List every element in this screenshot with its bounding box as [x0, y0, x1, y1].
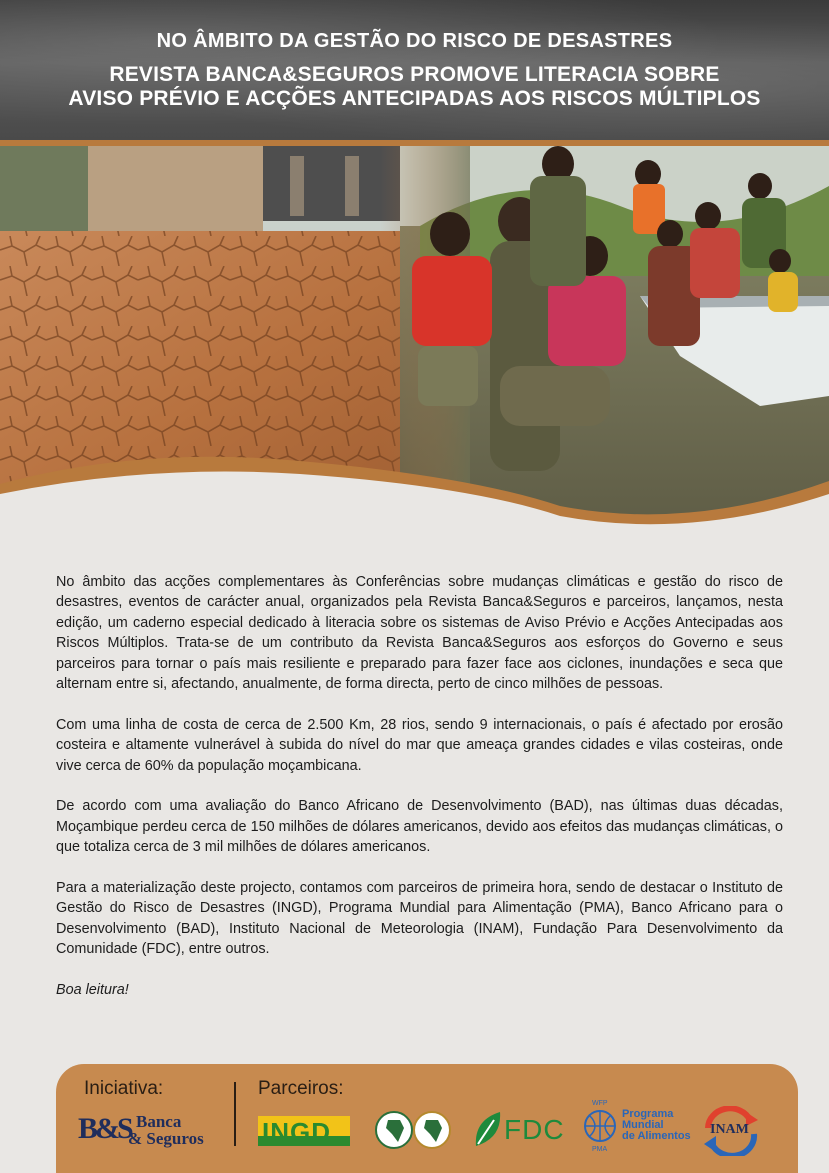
header-kicker: NO ÂMBITO DA GESTÃO DO RISCO DE DESASTRES [156, 30, 673, 52]
pma-line3: de Alimentos [622, 1130, 691, 1142]
header-headline [0, 63, 829, 111]
ingd-wordmark: INGD [262, 1117, 331, 1147]
article-paragraph-2: Com uma linha de costa de cerca de 2.500 Km, 28 rios, sendo 9 internacionais, o país é afectado por erosão costeira e altamente vulnerável à subida do nível do mar que ameaça grandes cidades e vilas costeiras, onde vive cerca de 60% da população moçambicana. [56, 716, 783, 774]
fdc-wordmark: FDC [504, 1114, 565, 1145]
leaf-icon [472, 1110, 502, 1150]
pma-small-label: PMA [592, 1146, 608, 1153]
fdc-logo [472, 1110, 564, 1150]
wfp-label: WFP [592, 1100, 608, 1107]
article-paragraph-3: De acordo com uma avaliação do Banco Africano de Desenvolvimento (BAD), nas últimas duas décadas, Moçambique perdeu cerca de 150 milhões de dólares americanos, devido aos efeitos das mudanças climáticas, o que totaliza cerca de 3 mil milhões de dólares americanos. [56, 798, 783, 856]
article-paragraph-1: No âmbito das acções complementares às Conferências sobre mudanças climáticas e gestão do risco de desastres, eventos de carácter anual, organizados pela Revista Banca&Seguros e parceiros, lançamos, nesta edição, um caderno especial dedicado à literacia sobre os sistemas de Aviso Prévio e Acções Antecipadas aos Riscos Múltiplos. Trata-se de um contributo da Revista Banca&Seguros aos esforços do Governo e seus parceiros para tornar o país mais resiliente e preparado para fazer face aos ciclones, inundações e seca que alternam entre si, afectando, anualmente, de forma directa, perto de cinco milhões de pessoas. [56, 574, 783, 693]
initiative-label: Iniciativa: [84, 1078, 164, 1099]
globe-wreath-icon [582, 1108, 618, 1144]
headline-line-1: REVISTA BANCA&SEGUROS PROMOVE LITERACIA SOBRE [109, 63, 720, 86]
wfp-pma-logo [580, 1100, 700, 1160]
inam-logo [700, 1106, 762, 1156]
inam-wordmark: INAM [710, 1122, 749, 1137]
bs-line2: & Seguros [128, 1129, 204, 1148]
pma-line2: Mundial [622, 1119, 664, 1131]
partners-footer [56, 1064, 798, 1173]
hero-photo-illustration [0, 146, 829, 536]
africa-seal-icon [374, 1110, 452, 1150]
headline-line-2: AVISO PRÉVIO E ACÇÕES ANTECIPADAS AOS RISCOS MÚLTIPLOS [68, 87, 761, 110]
pma-line1: Programa [622, 1108, 674, 1120]
article-paragraph-4: Para a materialização deste projecto, contamos com parceiros de primeira hora, sendo de destacar o Instituto de Gestão do Risco de Desastres (INGD), Programa Mundial para Alimentação (PMA), Banco Africano para o Desenvolvimento (BAD), Instituto Nacional de Meteorologia (INAM), Fundação Para Desenvolvimento da Comunidade (FDC), entre outros. [56, 880, 783, 958]
hero-photo-banner [0, 146, 829, 536]
bs-monogram: B&S [78, 1112, 131, 1145]
article-body [56, 572, 783, 1021]
article-closing: Boa leitura! [56, 982, 129, 999]
banca-seguros-logo [78, 1108, 228, 1148]
partners-label: Parceiros: [258, 1078, 344, 1099]
bs-line1: Banca [136, 1112, 182, 1131]
footer-divider [234, 1082, 236, 1146]
page-header [0, 0, 829, 140]
ingd-logo [258, 1116, 350, 1146]
bad-seals-logo [374, 1110, 452, 1150]
